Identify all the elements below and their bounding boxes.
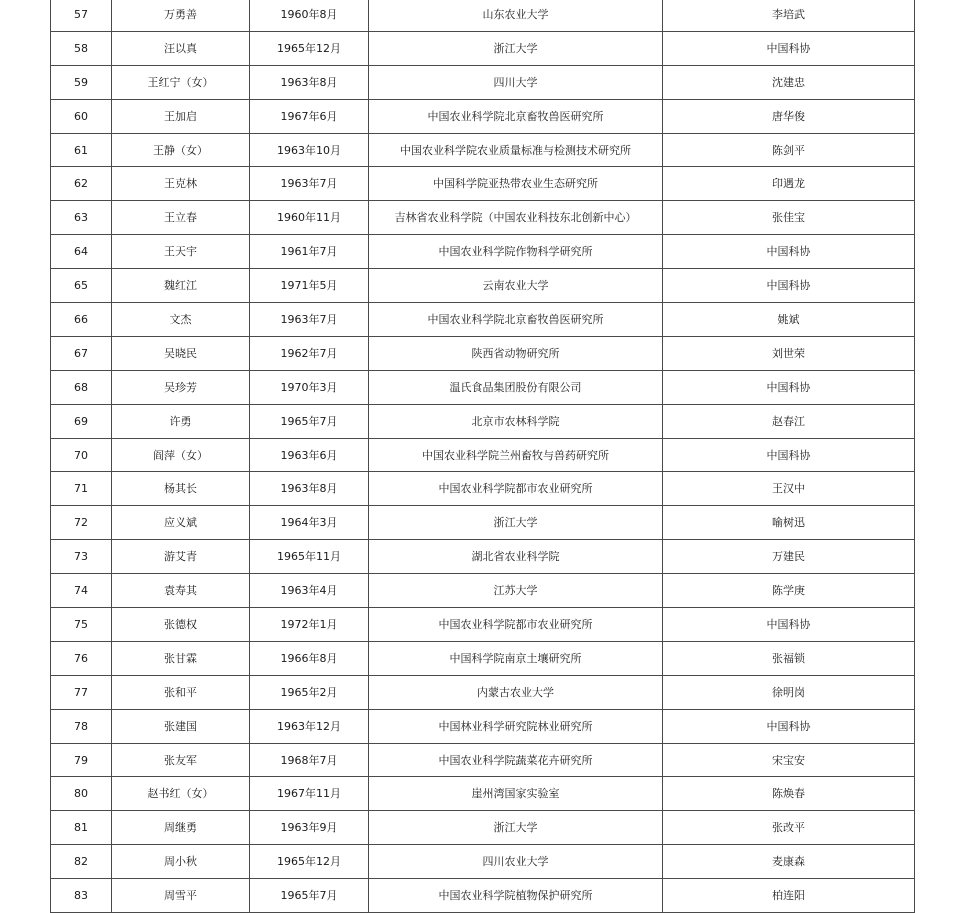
table-row — [51, 438, 915, 472]
candidate-name-cell: 周继勇 — [112, 811, 250, 845]
recommender-cell: 喻树迅 — [663, 506, 915, 540]
work-unit-cell: 云南农业大学 — [369, 269, 663, 303]
table-row — [51, 811, 915, 845]
work-unit-cell: 江苏大学 — [369, 574, 663, 608]
recommender-cell: 中国科协 — [663, 269, 915, 303]
recommender-cell: 张福锁 — [663, 641, 915, 675]
recommender-cell: 中国科协 — [663, 709, 915, 743]
row-number-cell: 82 — [51, 845, 112, 879]
birth-date-cell: 1963年9月 — [250, 811, 369, 845]
work-unit-cell: 吉林省农业科学院（中国农业科技东北创新中心） — [369, 201, 663, 235]
row-number-cell: 70 — [51, 438, 112, 472]
birth-date-cell: 1963年4月 — [250, 574, 369, 608]
row-number-cell: 73 — [51, 540, 112, 574]
birth-date-cell: 1971年5月 — [250, 269, 369, 303]
birth-date-cell: 1963年7月 — [250, 303, 369, 337]
birth-date-cell: 1970年3月 — [250, 370, 369, 404]
row-number-cell: 68 — [51, 370, 112, 404]
table-row — [51, 0, 915, 31]
birth-date-cell: 1963年7月 — [250, 167, 369, 201]
table-row — [51, 879, 915, 913]
work-unit-cell: 中国农业科学院农业质量标准与检测技术研究所 — [369, 133, 663, 167]
candidate-name-cell: 张德权 — [112, 608, 250, 642]
table-row — [51, 574, 915, 608]
candidate-name-cell: 游艾青 — [112, 540, 250, 574]
work-unit-cell: 中国农业科学院都市农业研究所 — [369, 472, 663, 506]
table-row — [51, 845, 915, 879]
row-number-cell: 62 — [51, 167, 112, 201]
row-number-cell: 77 — [51, 675, 112, 709]
birth-date-cell: 1965年7月 — [250, 879, 369, 913]
work-unit-cell: 中国林业科学研究院林业研究所 — [369, 709, 663, 743]
birth-date-cell: 1963年6月 — [250, 438, 369, 472]
work-unit-cell: 中国农业科学院北京畜牧兽医研究所 — [369, 303, 663, 337]
row-number-cell: 61 — [51, 133, 112, 167]
table-row — [51, 31, 915, 65]
row-number-cell: 76 — [51, 641, 112, 675]
birth-date-cell: 1968年7月 — [250, 743, 369, 777]
row-number-cell: 67 — [51, 336, 112, 370]
recommender-cell: 万建民 — [663, 540, 915, 574]
work-unit-cell: 北京市农林科学院 — [369, 404, 663, 438]
work-unit-cell: 四川农业大学 — [369, 845, 663, 879]
candidate-name-cell: 王克林 — [112, 167, 250, 201]
row-number-cell: 57 — [51, 0, 112, 31]
candidate-table-body — [51, 0, 915, 913]
work-unit-cell: 中国农业科学院植物保护研究所 — [369, 879, 663, 913]
candidate-name-cell: 张和平 — [112, 675, 250, 709]
candidate-name-cell: 吴晓民 — [112, 336, 250, 370]
work-unit-cell: 湖北省农业科学院 — [369, 540, 663, 574]
birth-date-cell: 1960年8月 — [250, 0, 369, 31]
table-row — [51, 777, 915, 811]
row-number-cell: 64 — [51, 235, 112, 269]
work-unit-cell: 浙江大学 — [369, 811, 663, 845]
work-unit-cell: 中国科学院亚热带农业生态研究所 — [369, 167, 663, 201]
candidate-name-cell: 王红宁（女） — [112, 65, 250, 99]
candidate-name-cell: 应义斌 — [112, 506, 250, 540]
table-row — [51, 404, 915, 438]
recommender-cell: 赵春江 — [663, 404, 915, 438]
candidate-name-cell: 阎萍（女） — [112, 438, 250, 472]
birth-date-cell: 1963年10月 — [250, 133, 369, 167]
birth-date-cell: 1963年8月 — [250, 472, 369, 506]
table-row — [51, 709, 915, 743]
birth-date-cell: 1960年11月 — [250, 201, 369, 235]
candidate-name-cell: 王静（女） — [112, 133, 250, 167]
recommender-cell: 唐华俊 — [663, 99, 915, 133]
table-row — [51, 675, 915, 709]
recommender-cell: 中国科协 — [663, 31, 915, 65]
birth-date-cell: 1967年11月 — [250, 777, 369, 811]
recommender-cell: 刘世荣 — [663, 336, 915, 370]
birth-date-cell: 1965年12月 — [250, 31, 369, 65]
table-row — [51, 472, 915, 506]
work-unit-cell: 崖州湾国家实验室 — [369, 777, 663, 811]
recommender-cell: 中国科协 — [663, 608, 915, 642]
birth-date-cell: 1965年2月 — [250, 675, 369, 709]
work-unit-cell: 中国农业科学院兰州畜牧与兽药研究所 — [369, 438, 663, 472]
row-number-cell: 65 — [51, 269, 112, 303]
recommender-cell: 陈学庚 — [663, 574, 915, 608]
birth-date-cell: 1972年1月 — [250, 608, 369, 642]
table-row — [51, 608, 915, 642]
row-number-cell: 60 — [51, 99, 112, 133]
recommender-cell: 王汉中 — [663, 472, 915, 506]
recommender-cell: 张佳宝 — [663, 201, 915, 235]
candidate-name-cell: 文杰 — [112, 303, 250, 337]
candidate-name-cell: 魏红江 — [112, 269, 250, 303]
recommender-cell: 张改平 — [663, 811, 915, 845]
birth-date-cell: 1961年7月 — [250, 235, 369, 269]
candidate-name-cell: 许勇 — [112, 404, 250, 438]
work-unit-cell: 山东农业大学 — [369, 0, 663, 31]
table-row — [51, 540, 915, 574]
table-row — [51, 336, 915, 370]
candidate-name-cell: 张甘霖 — [112, 641, 250, 675]
recommender-cell: 沈建忠 — [663, 65, 915, 99]
table-row — [51, 269, 915, 303]
recommender-cell: 印遇龙 — [663, 167, 915, 201]
row-number-cell: 83 — [51, 879, 112, 913]
candidate-name-cell: 张建国 — [112, 709, 250, 743]
row-number-cell: 69 — [51, 404, 112, 438]
candidate-name-cell: 万勇善 — [112, 0, 250, 31]
birth-date-cell: 1965年11月 — [250, 540, 369, 574]
work-unit-cell: 中国科学院南京土壤研究所 — [369, 641, 663, 675]
recommender-cell: 麦康森 — [663, 845, 915, 879]
candidate-name-cell: 周雪平 — [112, 879, 250, 913]
work-unit-cell: 中国农业科学院北京畜牧兽医研究所 — [369, 99, 663, 133]
work-unit-cell: 中国农业科学院蔬菜花卉研究所 — [369, 743, 663, 777]
recommender-cell: 姚斌 — [663, 303, 915, 337]
candidate-name-cell: 汪以真 — [112, 31, 250, 65]
candidate-name-cell: 赵书红（女） — [112, 777, 250, 811]
work-unit-cell: 陕西省动物研究所 — [369, 336, 663, 370]
row-number-cell: 74 — [51, 574, 112, 608]
table-row — [51, 99, 915, 133]
row-number-cell: 78 — [51, 709, 112, 743]
recommender-cell: 陈焕春 — [663, 777, 915, 811]
row-number-cell: 59 — [51, 65, 112, 99]
table-row — [51, 235, 915, 269]
table-row — [51, 201, 915, 235]
candidate-name-cell: 周小秋 — [112, 845, 250, 879]
candidate-name-cell: 袁寿其 — [112, 574, 250, 608]
birth-date-cell: 1963年12月 — [250, 709, 369, 743]
birth-date-cell: 1966年8月 — [250, 641, 369, 675]
recommender-cell: 李培武 — [663, 0, 915, 31]
candidate-name-cell: 张友军 — [112, 743, 250, 777]
row-number-cell: 66 — [51, 303, 112, 337]
table-row — [51, 303, 915, 337]
work-unit-cell: 中国农业科学院都市农业研究所 — [369, 608, 663, 642]
recommender-cell: 中国科协 — [663, 370, 915, 404]
row-number-cell: 81 — [51, 811, 112, 845]
recommender-cell: 陈剑平 — [663, 133, 915, 167]
row-number-cell: 75 — [51, 608, 112, 642]
row-number-cell: 63 — [51, 201, 112, 235]
row-number-cell: 71 — [51, 472, 112, 506]
candidate-name-cell: 王加启 — [112, 99, 250, 133]
birth-date-cell: 1965年7月 — [250, 404, 369, 438]
recommender-cell: 中国科协 — [663, 438, 915, 472]
candidate-table — [50, 0, 915, 913]
row-number-cell: 79 — [51, 743, 112, 777]
table-row — [51, 370, 915, 404]
candidate-name-cell: 王立春 — [112, 201, 250, 235]
candidate-name-cell: 杨其长 — [112, 472, 250, 506]
work-unit-cell: 中国农业科学院作物科学研究所 — [369, 235, 663, 269]
table-row — [51, 743, 915, 777]
birth-date-cell: 1964年3月 — [250, 506, 369, 540]
recommender-cell: 柏连阳 — [663, 879, 915, 913]
table-row — [51, 167, 915, 201]
recommender-cell: 中国科协 — [663, 235, 915, 269]
row-number-cell: 72 — [51, 506, 112, 540]
birth-date-cell: 1967年6月 — [250, 99, 369, 133]
candidate-name-cell: 吴珍芳 — [112, 370, 250, 404]
recommender-cell: 徐明岗 — [663, 675, 915, 709]
birth-date-cell: 1965年12月 — [250, 845, 369, 879]
work-unit-cell: 四川大学 — [369, 65, 663, 99]
row-number-cell: 58 — [51, 31, 112, 65]
recommender-cell: 宋宝安 — [663, 743, 915, 777]
table-row — [51, 65, 915, 99]
row-number-cell: 80 — [51, 777, 112, 811]
table-row — [51, 641, 915, 675]
birth-date-cell: 1963年8月 — [250, 65, 369, 99]
table-row — [51, 133, 915, 167]
candidate-name-cell: 王天宇 — [112, 235, 250, 269]
work-unit-cell: 内蒙古农业大学 — [369, 675, 663, 709]
work-unit-cell: 浙江大学 — [369, 31, 663, 65]
work-unit-cell: 温氏食品集团股份有限公司 — [369, 370, 663, 404]
work-unit-cell: 浙江大学 — [369, 506, 663, 540]
birth-date-cell: 1962年7月 — [250, 336, 369, 370]
table-row — [51, 506, 915, 540]
